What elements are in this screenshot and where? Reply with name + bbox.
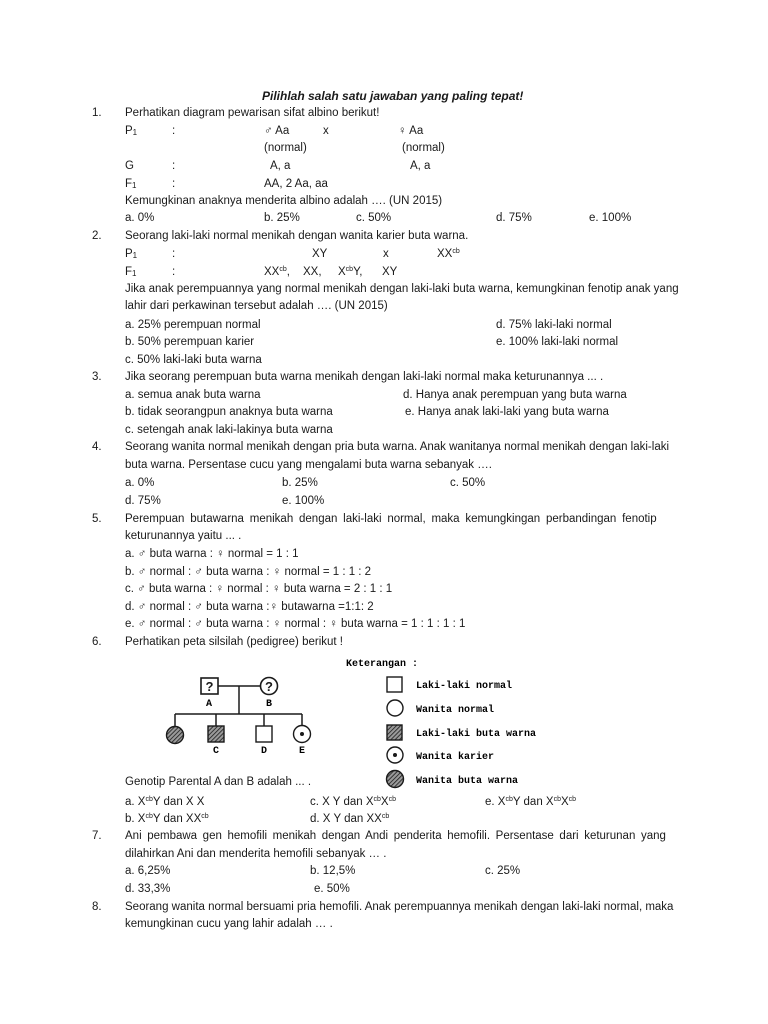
q3-option-e[interactable]: e. Hanya anak laki-laki yang buta warna xyxy=(405,406,609,418)
q1-g-colon: : xyxy=(172,160,176,172)
label-a: A xyxy=(205,699,213,710)
q2-f1-genotype-1: $XX^{cb}$, xyxy=(264,266,290,278)
q1-p1-label: $P_1$ xyxy=(125,125,138,137)
label-e: E xyxy=(298,746,306,757)
legend-colorblind-male: Laki-laki buta warna xyxy=(416,729,537,740)
q1-p1-female-note: (normal) xyxy=(402,142,445,154)
q2-option-d[interactable]: d. 75% laki-laki normal xyxy=(496,319,612,331)
q5-option-e[interactable]: e. ♂ normal : ♂ buta warna : ♀ normal : ♀ buta warna = 1 : 1 : 1 : 1 xyxy=(125,618,466,630)
q6-option-d[interactable]: d. X Y dan $XX^{cb}$ xyxy=(310,813,390,825)
q4-text-line-1: Seorang wanita normal menikah dengan pria buta warna. Anak wanitanya normal menikah dengan laki-laki xyxy=(125,441,670,453)
q7-option-c[interactable]: c. 25% xyxy=(485,865,521,877)
q1-g-male: A, a xyxy=(270,160,291,172)
q1-option-c[interactable]: c. 50% xyxy=(356,212,392,224)
q2-question-line-2: lahir dari perkawinan tersebut adalah …. (UN 2015) xyxy=(125,300,388,312)
legend-colorblind-female: Wanita buta warna xyxy=(416,776,519,787)
legend-normal-male: Laki-laki normal xyxy=(416,681,513,692)
q2-f1-genotype-4: XY xyxy=(382,266,398,278)
q3-option-a[interactable]: a. semua anak buta warna xyxy=(125,389,261,401)
q4-text-line-2: buta warna. Persentase cucu yang mengalami buta warna sebanyak …. xyxy=(125,459,492,471)
legend-colorblind-female-symbol xyxy=(387,771,404,788)
q1-g-label: G xyxy=(125,160,134,172)
q3-number: 3. xyxy=(92,371,102,383)
q2-option-b[interactable]: b. 50% perempuan karier xyxy=(125,336,255,348)
parent-a-male-unknown xyxy=(201,678,218,694)
q1-text: Perhatikan diagram pewarisan sifat albino berikut! xyxy=(125,107,380,119)
child-colorblind-female xyxy=(167,727,184,744)
q6-question: Genotip Parental A dan B adalah ... . xyxy=(125,776,312,788)
q7-text-line-1: Ani pembawa gen hemofili menikah dengan Andi penderita hemofili. Persentase dari keturunan yang xyxy=(125,830,666,842)
label-c: C xyxy=(212,746,220,757)
legend-carrier-female: Wanita karier xyxy=(416,752,495,763)
q4-option-b[interactable]: b. 25% xyxy=(282,477,318,489)
q6-option-a[interactable]: a. $X^{cb}Y$ dan X X xyxy=(125,796,205,808)
q7-option-e[interactable]: e. 50% xyxy=(314,883,350,895)
q1-f1-value: AA, 2 Aa, aa xyxy=(264,178,328,190)
pedigree-diagram xyxy=(160,656,540,792)
q6-option-e[interactable]: e. $X^{cb}Y$ dan $X^{cb}X^{cb}$ xyxy=(485,796,577,808)
q2-p1-label: $P_1$ xyxy=(125,248,138,260)
q5-option-a[interactable]: a. ♂ buta warna : ♀ normal = 1 : 1 xyxy=(125,548,299,560)
q6-option-c[interactable]: c. X Y dan $X^{cb}X^{cb}$ xyxy=(310,796,396,808)
q2-question-line-1: Jika anak perempuannya yang normal menikah dengan laki-laki buta warna, kemungkinan fenotip anak yang xyxy=(125,283,679,295)
q3-option-c[interactable]: c. setengah anak laki-lakinya buta warna xyxy=(125,424,333,436)
q8-text-line-1: Seorang wanita normal bersuami pria hemofili. Anak perempuannya menikah dengan laki-laki normal, maka xyxy=(125,901,674,913)
q2-p1-female: $XX^{cb}$ xyxy=(437,248,460,260)
q1-p1-cross: x xyxy=(323,125,329,137)
child-d-normal-male xyxy=(256,726,272,742)
q1-option-d[interactable]: d. 75% xyxy=(496,212,532,224)
q1-p1-male-note: (normal) xyxy=(264,142,307,154)
q2-p1-colon: : xyxy=(172,248,176,260)
q8-text-line-2: kemungkinan cucu yang lahir adalah … . xyxy=(125,918,333,930)
q7-text-line-2: dilahirkan Ani dan menderita hemofili sebanyak … . xyxy=(125,848,387,860)
q1-p1-female: ♀ Aa xyxy=(398,125,424,137)
q7-option-b[interactable]: b. 12,5% xyxy=(310,865,356,877)
q6-option-b[interactable]: b. $X^{cb}Y$ dan $XX^{cb}$ xyxy=(125,813,209,825)
child-c-colorblind-male xyxy=(208,726,224,742)
q2-number: 2. xyxy=(92,230,102,242)
q5-option-b[interactable]: b. ♂ normal : ♂ buta warna : ♀ normal = 1 : 1 : 2 xyxy=(125,566,372,578)
q6-number: 6. xyxy=(92,636,102,648)
q2-option-c[interactable]: c. 50% laki-laki buta warna xyxy=(125,354,262,366)
q1-question: Kemungkinan anaknya menderita albino adalah …. (UN 2015) xyxy=(125,195,443,207)
pedigree-legend xyxy=(346,659,536,788)
unknown-mark: ? xyxy=(265,679,273,694)
q5-text-line-2: keturunannya yaitu ... . xyxy=(125,530,242,542)
q2-p1-male: XY xyxy=(312,248,328,260)
q5-option-d[interactable]: d. ♂ normal : ♂ buta warna :♀ butawarna =1:1: 2 xyxy=(125,601,374,613)
q2-text: Seorang laki-laki normal menikah dengan wanita karier buta warna. xyxy=(125,230,469,242)
q5-option-c[interactable]: c. ♂ buta warna : ♀ normal : ♀ buta warna = 2 : 1 : 1 xyxy=(125,583,393,595)
legend-normal-female: Wanita normal xyxy=(416,705,495,716)
q2-f1-genotype-3: $X^{cb}Y$, xyxy=(338,266,363,278)
legend-normal-male-symbol xyxy=(387,677,402,692)
q7-option-d[interactable]: d. 33,3% xyxy=(125,883,171,895)
page-title: Pilihlah salah satu jawaban yang paling tepat! xyxy=(262,89,524,103)
q2-option-e[interactable]: e. 100% laki-laki normal xyxy=(496,336,619,348)
q1-option-e[interactable]: e. 100% xyxy=(589,212,632,224)
q3-text: Jika seorang perempuan buta warna menikah dengan laki-laki normal maka keturunannya ... . xyxy=(125,371,604,383)
q1-f1-colon: : xyxy=(172,178,176,190)
q2-f1-label: $F_1$ xyxy=(125,266,137,278)
label-b: B xyxy=(265,699,273,710)
q4-option-d[interactable]: d. 75% xyxy=(125,495,161,507)
q2-f1-genotype-2: XX, xyxy=(303,266,322,278)
q2-option-a[interactable]: a. 25% perempuan normal xyxy=(125,319,261,331)
pedigree-chart xyxy=(167,678,311,758)
q2-p1-cross: x xyxy=(383,248,389,260)
q1-option-b[interactable]: b. 25% xyxy=(264,212,300,224)
legend-title: Keterangan : xyxy=(346,659,419,670)
q4-option-a[interactable]: a. 0% xyxy=(125,477,155,489)
legend-colorblind-male-symbol xyxy=(387,725,402,740)
q1-number: 1. xyxy=(92,107,102,119)
q4-option-c[interactable]: c. 50% xyxy=(450,477,486,489)
q7-option-a[interactable]: a. 6,25% xyxy=(125,865,171,877)
q3-option-b[interactable]: b. tidak seorangpun anaknya buta warna xyxy=(125,406,333,418)
q1-p1-colon: : xyxy=(172,125,176,137)
legend-normal-female-symbol xyxy=(387,700,403,716)
q6-text: Perhatikan peta silsilah (pedigree) berikut ! xyxy=(125,636,343,648)
q3-option-d[interactable]: d. Hanya anak perempuan yang buta warna xyxy=(403,389,627,401)
parent-b-female-unknown xyxy=(261,678,278,695)
q1-option-a[interactable]: a. 0% xyxy=(125,212,155,224)
q5-text-line-1: Perempuan butawarna menikah dengan laki-laki normal, maka kemungkingan perbandingan fenotip xyxy=(125,513,657,525)
q1-g-female: A, a xyxy=(410,160,431,172)
q4-option-e[interactable]: e. 100% xyxy=(282,495,325,507)
q5-number: 5. xyxy=(92,513,102,525)
label-d: D xyxy=(260,746,268,757)
q2-f1-colon: : xyxy=(172,266,176,278)
unknown-mark: ? xyxy=(205,679,214,694)
q8-number: 8. xyxy=(92,901,102,913)
q1-f1-label: $F_1$ xyxy=(125,178,137,190)
q7-number: 7. xyxy=(92,830,102,842)
child-e-carrier-female xyxy=(294,726,311,743)
q1-p1-male: ♂ Aa xyxy=(264,125,290,137)
q4-number: 4. xyxy=(92,441,102,453)
